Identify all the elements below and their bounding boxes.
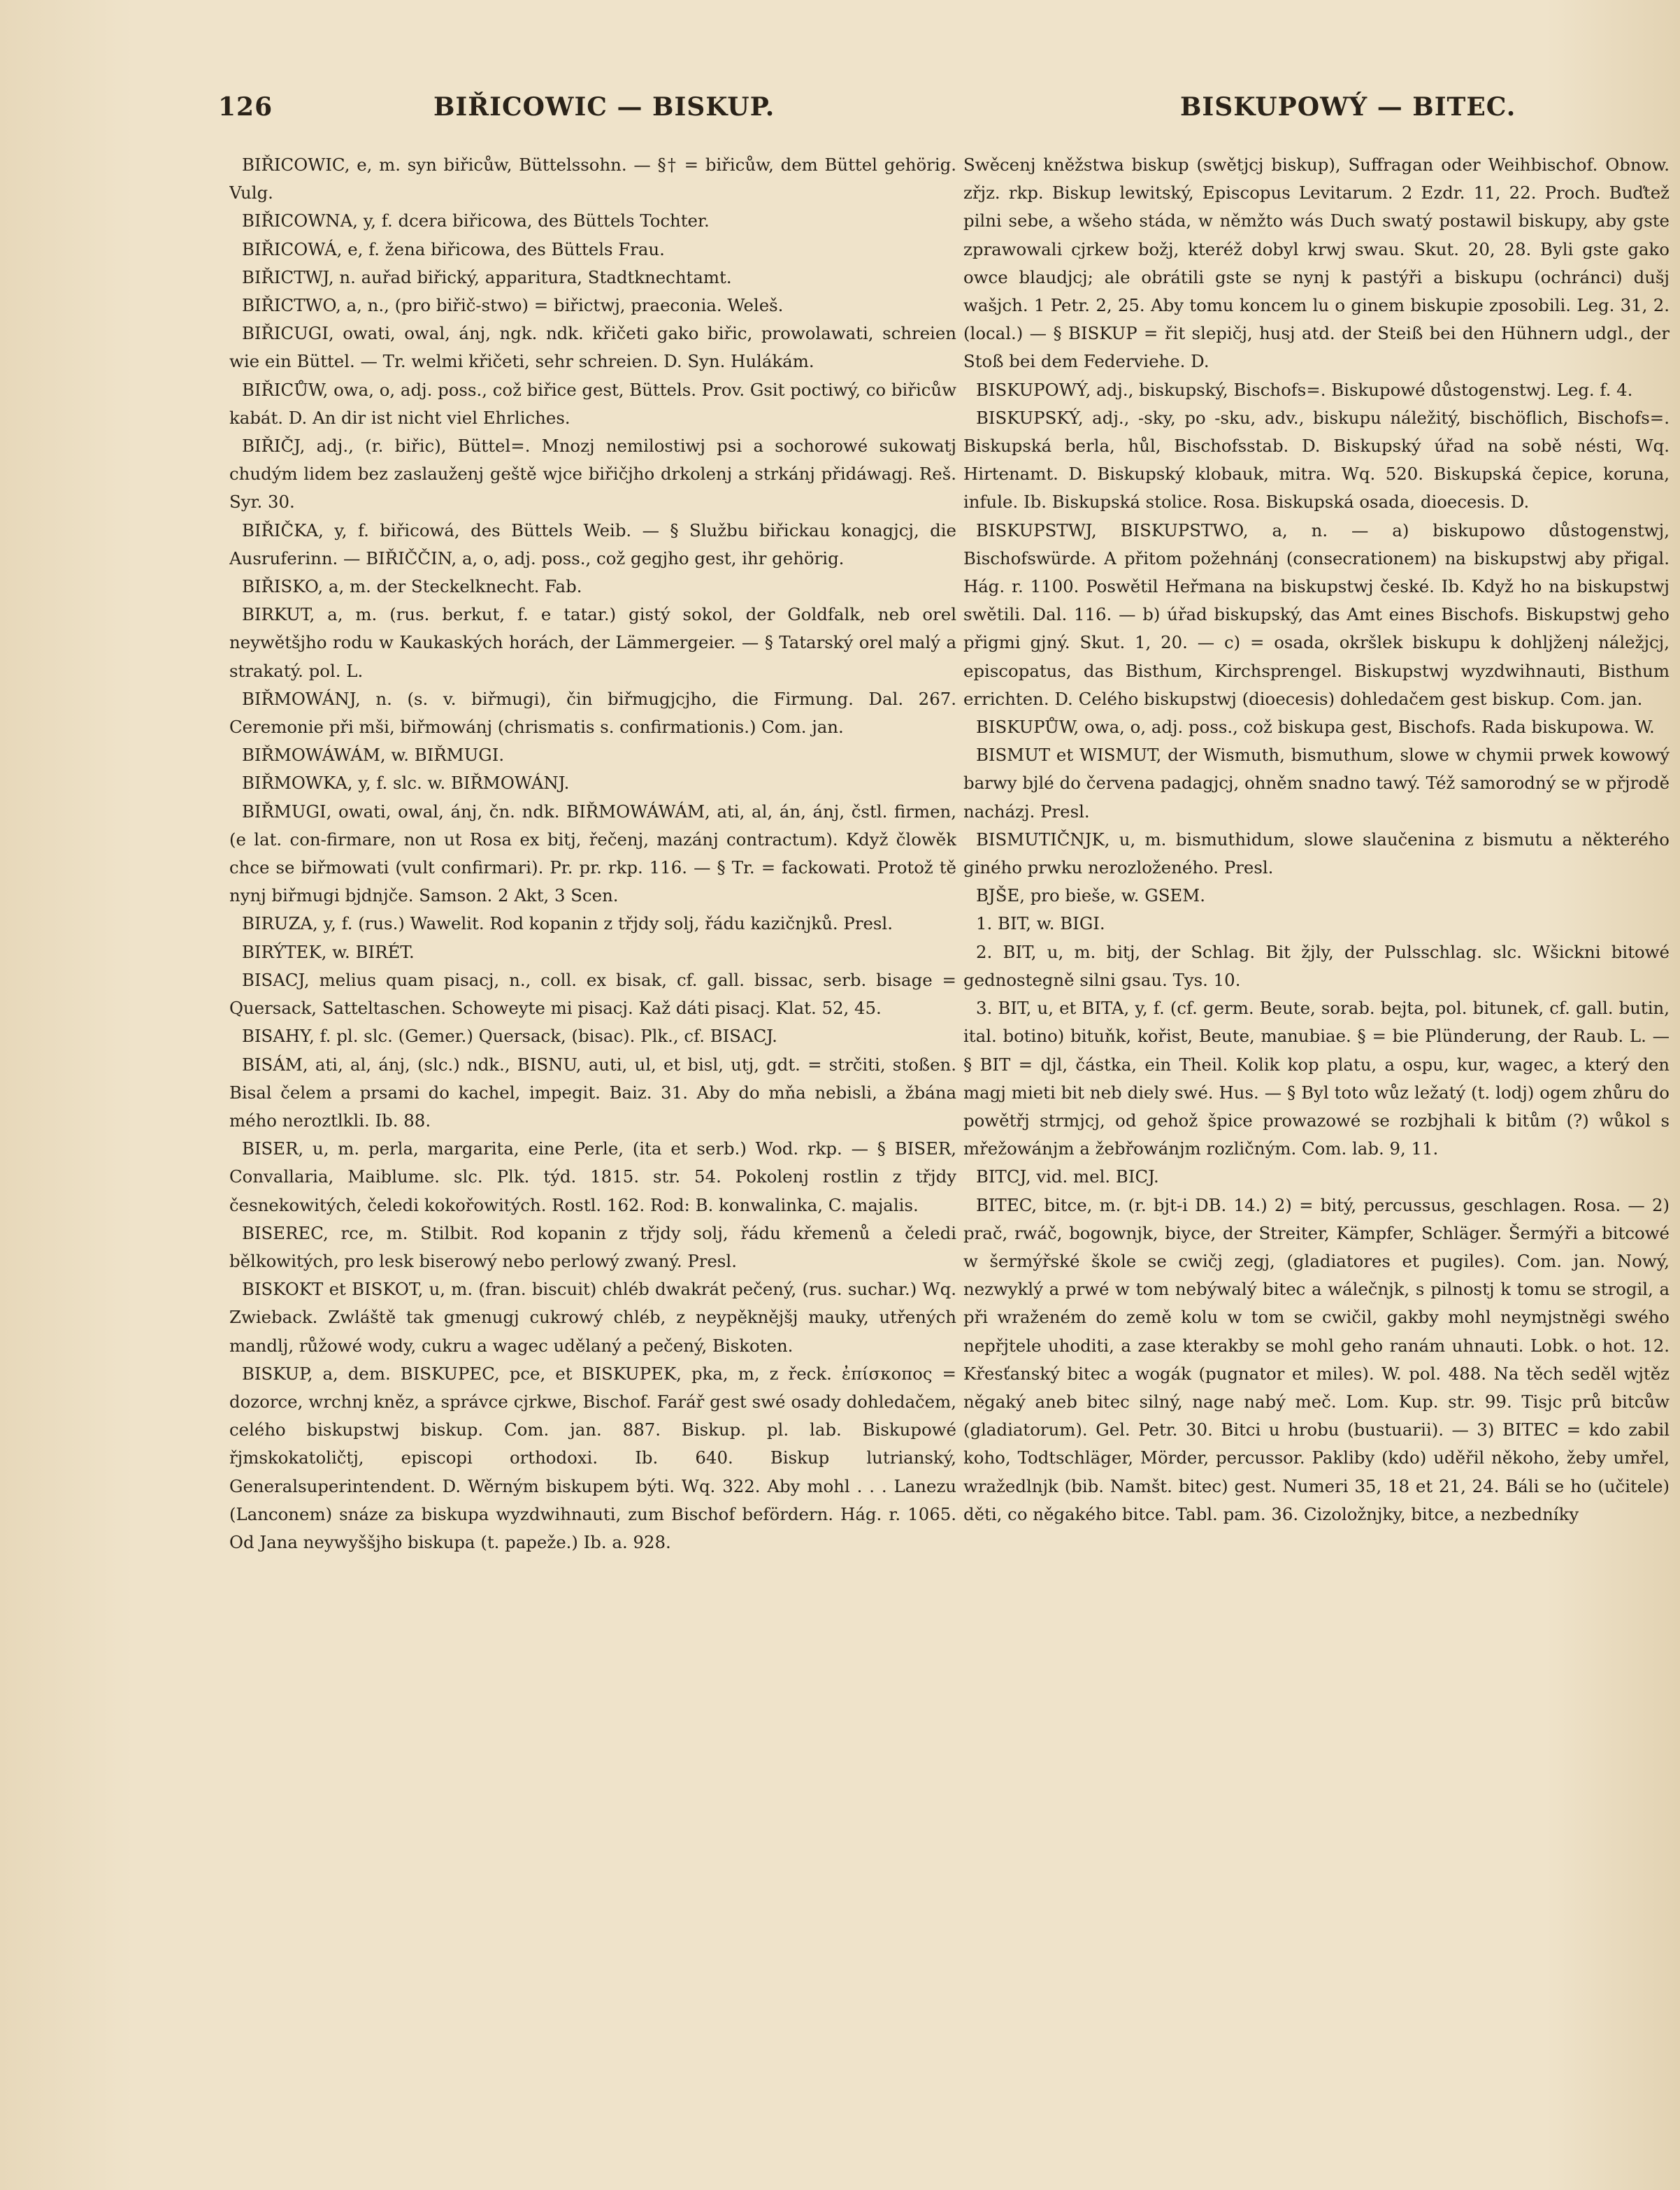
dictionary-entry: BIŘICTWO, a, n., (pro biřič-stwo) = biřictwj, praeconia. Weleš.: [242, 295, 784, 316]
dictionary-entry: BISKUPSTWJ, BISKUPSTWO, a, n. — a) biskupowo důstogenstwj, Bischofswürde. A přitom požehnánj (consecrationem) na biskupstwj aby přigal. Hág. r. 1100. Poswětil Heřmana na biskupstwj české. Ib. Když ho na biskupstwj swětili. Dal. 116. — b) úřad biskupský, das Amt eines Bischofs. Biskupstwj geho přigmi gjný. Skut. 1, 20. — c) = osada, okršlek biskupu k dohljženj náležjcj, episcopatus, das Bisthum, Kirchsprengel. Biskupstwj wyzdwihnauti, Bisthum errichten. D. Celého biskupstwj (dioecesis) dohledačem gest biskup. Com. jan.: [963, 520, 1670, 709]
right-column: [963, 151, 1670, 2165]
dictionary-entry: BIŘISKO, a, m. der Steckelknecht. Fab.: [242, 576, 582, 597]
dictionary-entry: BISKUP, a, dem. BISKUPEC, pce, et BISKUPEK, pka, m, z řeck. ἐπίσκοπος = dozorce, wrchnj kněz, a správce cjrkwe, Bischof. Farář gest swé osady dohledačem, celého biskupstwj biskup. Com. jan. 887. Biskup. pl. lab. Biskupowé řjmskokatoličtj, episcopi orthodoxi. Ib. 640. Biskup lutrianský, Generalsuperintendent. D. Wěrným biskupem býti. Wq. 322. Aby mohl . . . Lanezu (Lanconem) snáze za biskupa wyzdwihnauti, zum Bischof befördern. Hág. r. 1065. Od Jana neywyššjho biskupa (t. papeže.) Ib. a. 928.: [229, 1363, 956, 1552]
dictionary-entry: BIŘICŮW, owa, o, adj. poss., což biřice gest, Büttels. Prov. Gsit poctiwý, co biřicůw kabát. D. An dir ist nicht viel Ehrliches.: [229, 379, 956, 428]
page-number: 126: [218, 92, 273, 122]
dictionary-entry: BISAHY, f. pl. slc. (Gemer.) Quersack, (bisac). Plk., cf. BISACJ.: [242, 1026, 777, 1047]
dictionary-entry: BIRÝTEK, w. BIRÉT.: [242, 941, 415, 962]
dictionary-entry: 2. BIT, u, m. bitj, der Schlag. Bit žjly, der Pulsschlag. slc. Wšickni bitowé gednostegně silni gsau. Tys. 10.: [963, 941, 1670, 990]
dictionary-entry: BIŘMOWÁWÁM, w. BIŘMUGI.: [242, 745, 505, 766]
dictionary-entry: BIŘIČJ, adj., (r. biřic), Büttel=. Mnozj nemilostiwj psi a sochorowé sukowatj chudým lidem bez zaslauženj geště wjce biřičjho drkolenj a strkánj přidáwagj. Reš. Syr. 30.: [229, 436, 956, 513]
dictionary-entry: BJŠE, pro bieše, w. GSEM.: [976, 885, 1205, 906]
dictionary-entry: BIRKUT, a, m. (rus. berkut, f. e tatar.) gistý sokol, der Goldfalk, neb orel neywětšjho rodu w Kaukaských horách, der Lämmergeier. — § Tatarský orel malý a strakatý. pol. L.: [229, 604, 956, 681]
dictionary-entry: BIŘICUGI, owati, owal, ánj, ngk. ndk. křičeti gako biřic, prowolawati, schreien wie ein Büttel. — Tr. welmi křičeti, sehr schreien. D. Syn. Hulákám.: [229, 323, 956, 372]
dictionary-entry: BITEC, bitce, m. (r. bjt-i DB. 14.) 2) = bitý, percussus, geschlagen. Rosa. — 2) prač, rwáč, bogownjk, biyce, der Streiter, Kämpfer, Schläger. Šermýři a bitcowé w šermýřské škole se cwičj zegj, (gladiatores et pugiles). Com. jan. Nowý, nezwyklý a prwé w tom nebýwalý bitec a wálečnjk, s pilnostj k tomu se strogil, a při wraženém do země kolu w tom se cwičil, gakby mohl neymjstněgi swého nepřjtele uhoditi, a zase kterakby se mohl geho ranám uhnauti. Lobk. o hot. 12. Křesťanský bitec a wogák (pugnator et miles). W. pol. 488. Na těch seděl wjtěz něgaký aneb bitec silný, nage nabý meč. Lom. Kup. str. 99. Tisjc prů bitcůw (gladiatorum). Gel. Petr. 30. Bitci u hrobu (bustuarii). — 3) BITEC = kdo zabil koho, Todtschläger, Mörder, percussor. Pakliby (kdo) uděřil někoho, žeby umřel, wražedlnjk (bib. Namšt. bitec) gest. Numeri 35, 18 et 21, 24. Báli se ho (učitele) děti, co něgakého bitce. Tabl. pam. 36. Cizoložnjky, bitce, a nezbedníky: [963, 1194, 1670, 1524]
left-column: [229, 151, 956, 2165]
dictionary-entry: BISKOKT et BISKOT, u, m. (fran. biscuit) chléb dwakrát pečený, (rus. suchar.) Wq. Zwieback. Zwláště tak gmenugj cukrowý chléb, z neypěknějšj mauky, utřených mandlj, růžowé wody, cukru a wagec udělaný a pečený, Biskoten.: [229, 1279, 956, 1356]
dictionary-entry: BISKUPSKÝ, adj., -sky, po -sku, adv., biskupu náležitý, bischöflich, Bischofs=. Biskupská berla, hůl, Bischofsstab. D. Biskupský úřad na sobě nésti, Wq. Hirtenamt. D. Biskupský klobauk, mitra. Wq. 520. Biskupská čepice, koruna, infule. Ib. Biskupská stolice. Rosa. Biskupská osada, dioecesis. D.: [963, 407, 1670, 513]
left-running-head: BIŘICOWIC — BISKUP.: [433, 92, 775, 122]
dictionary-entry: BISÁM, ati, al, ánj, (slc.) ndk., BISNU, auti, ul, et bisl, utj, gdt. = strčiti, stoßen. Bisal čelem a prsami do kachel, impegit. Baiz. 31. Aby do mňa nebisli, a žbána mého neroztlkli. Ib. 88.: [229, 1054, 956, 1131]
dictionary-entry: BIŘICOWÁ, e, f. žena biřicowa, des Büttels Frau.: [242, 238, 665, 259]
dictionary-entry: BISEREC, rce, m. Stilbit. Rod kopanin z třjdy solj, řádu křemenů a čeledi bělkowitých, pro lesk biserowý nebo perlowý zwaný. Presl.: [229, 1222, 956, 1271]
dictionary-entry: BIŘMOWÁNJ, n. (s. v. biřmugi), čin biřmugjcjho, die Firmung. Dal. 267. Ceremonie při mši, biřmowánj (chrismatis s. confirmationis.) Com. jan.: [229, 688, 956, 738]
dictionary-entry: Swěcenj kněžstwa biskup (swětjcj biskup), Suffragan oder Weihbischof. Obnow. zřjz. rkp. Biskup lewitský, Episcopus Levitarum. 2 Ezdr. 11, 22. Proch. Buďtež pilni sebe, a wšeho stáda, w němžto wás Duch swatý postawil biskupy, aby gste zprawowali cjrkew božj, kteréž dobyl krwj swau. Skut. 20, 28. Byli gste gako owce blaudjcj; ale obrátili gste se nynj k pastýři a biskupu (ochránci) dušj wašjch. 1 Petr. 2, 25. Aby tomu koncem lu o ginem biskupie zposobili. Leg. 31, 2. (local.) — § BISKUP = řit slepičj, husj atd. der Steiß bei den Hühnern udgl., der Stoß bei dem Federviehe. D.: [963, 155, 1670, 372]
dictionary-entry: BIŘMUGI, owati, owal, ánj, čn. ndk. BIŘMOWÁWÁM, ati, al, án, ánj, čstl. firmen, (e lat. con-firmare, non ut Rosa ex bitj, řečenj, mazánj contractum). Když člowěk chce se biřmowati (vult confirmari). Pr. pr. rkp. 116. — § Tr. = fackowati. Protož tě nynj biřmugi bjdnjče. Samson. 2 Akt, 3 Scen.: [229, 801, 956, 906]
dictionary-entry: BISER, u, m. perla, margarita, eine Perle, (ita et serb.) Wod. rkp. — § BISER, Convallaria, Maiblume. slc. Plk. týd. 1815. str. 54. Pokolenj rostlin z třjdy česnekowitých, čeledi kokořowitých. Rostl. 162. Rod: B. konwalinka, C. majalis.: [229, 1138, 956, 1215]
dictionary-entry: BISACJ, melius quam pisacj, n., coll. ex bisak, cf. gall. bissac, serb. bisage = Quersack, Satteltaschen. Schoweyte mi pisacj. Kaž dáti pisacj. Klat. 52, 45.: [229, 969, 956, 1019]
dictionary-entry: BISKUPŮW, owa, o, adj. poss., což biskupa gest, Bischofs. Rada biskupowa. W.: [976, 717, 1655, 738]
dictionary-entry: BIŘICTWJ, n. auřad biřický, apparitura, Stadtknechtamt.: [242, 266, 732, 287]
dictionary-entry: BIŘIČKA, y, f. biřicowá, des Büttels Weib. — § Službu biřickau konagjcj, die Ausruferinn. — BIŘIČČIN, a, o, adj. poss., což gegjho gest, ihr gehörig.: [229, 520, 956, 568]
dictionary-entry: BISMUTIČNJK, u, m. bismuthidum, slowe slaučenina z bismutu a některého giného prwku nerozloženého. Presl.: [963, 829, 1670, 878]
dictionary-entry: BIŘICOWNA, y, f. dcera biřicowa, des Büttels Tochter.: [242, 210, 710, 231]
dictionary-entry: BIŘICOWIC, e, m. syn biřicůw, Büttelssohn. — §† = biřicůw, dem Büttel gehörig. Vulg.: [229, 155, 956, 203]
dictionary-entry: BITCJ, vid. mel. BICJ.: [976, 1166, 1159, 1187]
dictionary-entry: BIRUZA, y, f. (rus.) Wawelit. Rod kopanin z třjdy solj, řádu kazičnjků. Presl.: [242, 913, 893, 934]
dictionary-entry: BIŘMOWKA, y, f. slc. w. BIŘMOWÁNJ.: [242, 773, 570, 794]
dictionary-entry: BISMUT et WISMUT, der Wismuth, bismuthum, slowe w chymii prwek kowowý barwy bjlé do červena padagjcj, ohněm snadno tawý. Též samorodný se w přjrodě nacházj. Presl.: [963, 745, 1670, 822]
right-running-head: BISKUPOWÝ — BITEC.: [1180, 92, 1516, 122]
dictionary-entry: BISKUPOWÝ, adj., biskupský, Bischofs=. Biskupowé důstogenstwj. Leg. f. 4.: [976, 379, 1633, 400]
dictionary-entry: 1. BIT, w. BIGI.: [976, 913, 1105, 934]
dictionary-entry: 3. BIT, u, et BITA, y, f. (cf. germ. Beute, sorab. bejta, pol. bitunek, cf. gall. butin, ital. botino) bituňk, kořist, Beute, manubiae. § = bie Plünderung, der Raub. L. — § BIT = djl, částka, ein Theil. Kolik kop platu, a ospu, kur, wagec, a který den magj mieti bit neb diely swé. Hus. — § Byl toto wůz ležatý (t. lodj) ogem zhůru do powětřj strmjcj, od gehož špice prowazowé se rozbjhali k bitům (?) wůkol s mřežowánjm a žebřowánjm rozličným. Com. lab. 9, 11.: [963, 998, 1670, 1159]
